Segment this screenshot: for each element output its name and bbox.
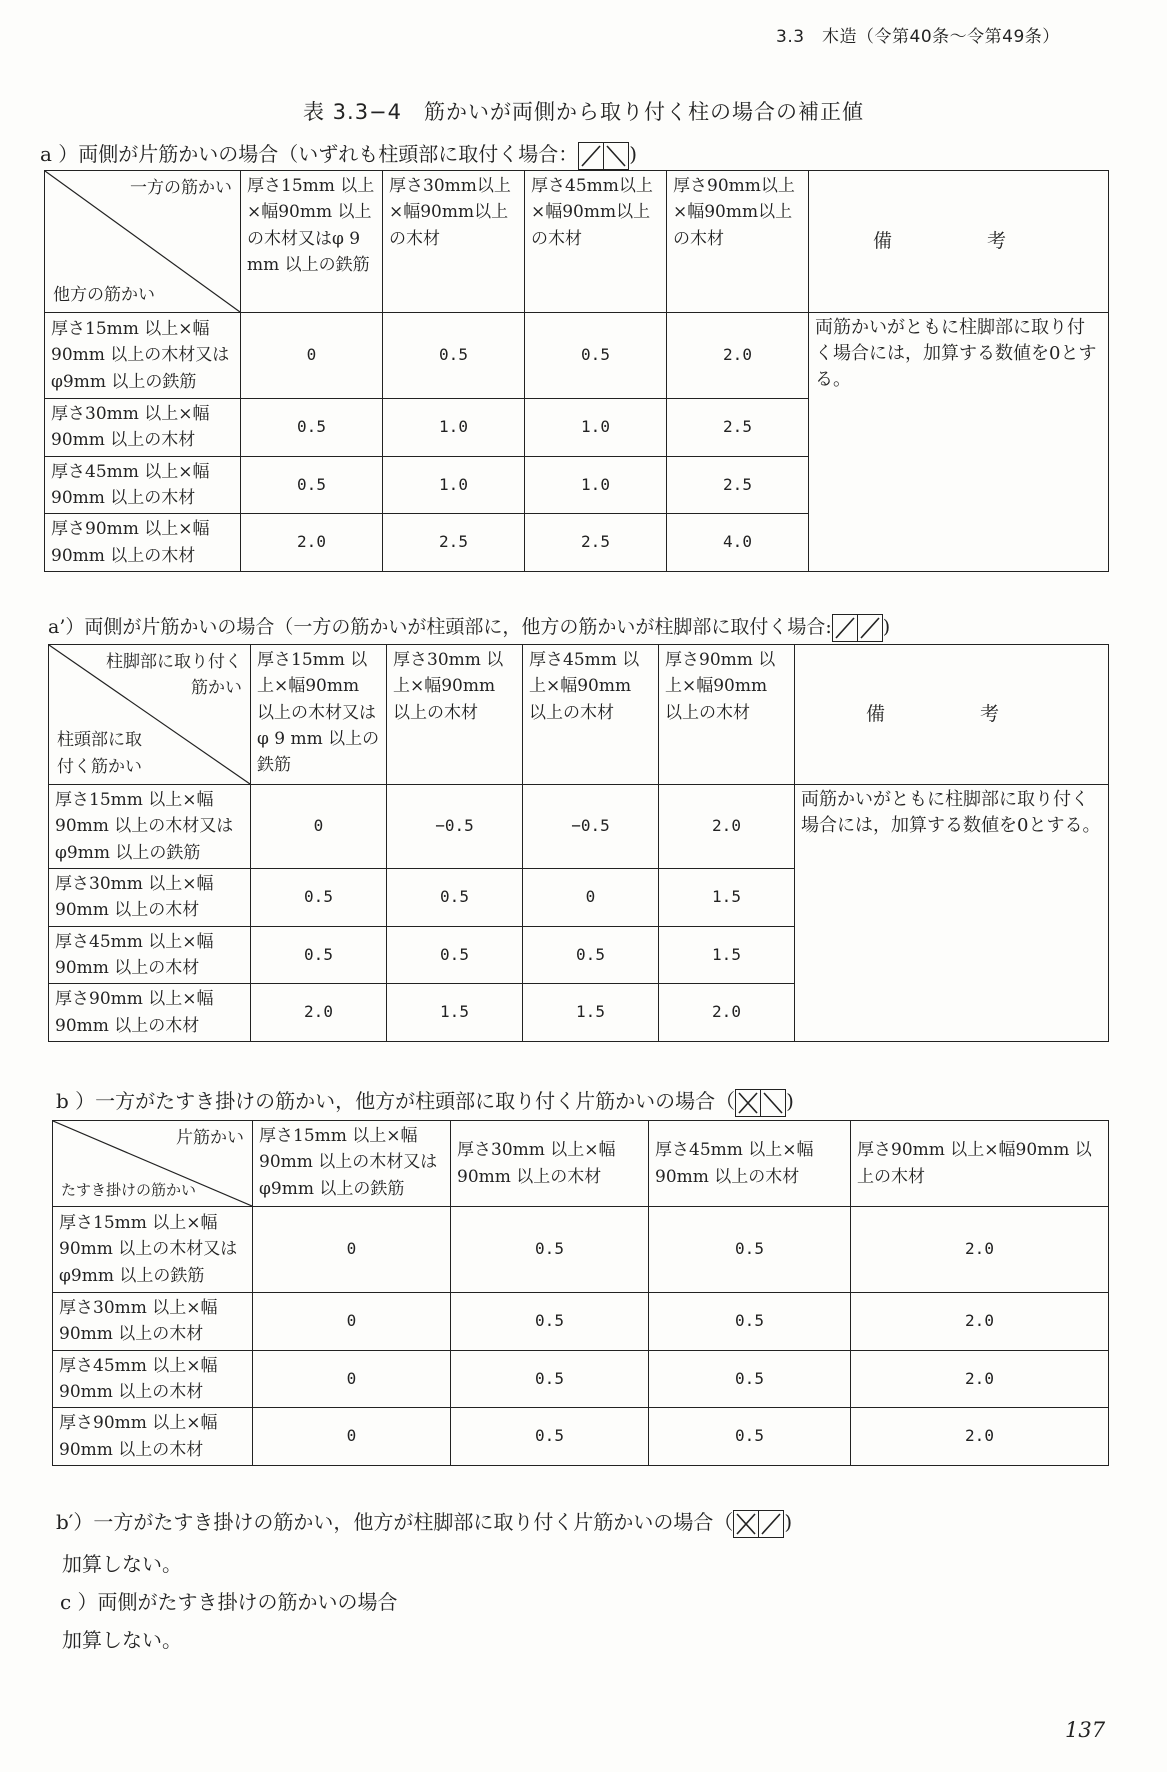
table-b-col-header: 厚さ15mm 以上×幅90mm 以上の木材又はφ9mm 以上の鉄筋 xyxy=(253,1121,451,1207)
table-b-col-header: 厚さ90mm 以上×幅90mm 以上の木材 xyxy=(851,1121,1109,1207)
table-cell: −0.5 xyxy=(387,785,523,869)
table-a-corner-top: 一方の筋かい xyxy=(130,178,232,198)
row-label: 厚さ30mm 以上×幅90mm 以上の木材 xyxy=(49,869,251,927)
table-cell: 0.5 xyxy=(251,869,387,927)
section-b2-heading xyxy=(56,1506,792,1538)
table-cell: 0.5 xyxy=(523,926,659,984)
table-cell: 1.5 xyxy=(659,926,795,984)
row-label: 厚さ90mm 以上×幅90mm 以上の木材 xyxy=(49,984,251,1042)
slash-icon xyxy=(579,143,603,169)
table-b-col-header: 厚さ30mm 以上×幅90mm 以上の木材 xyxy=(451,1121,649,1207)
row-label: 厚さ90mm 以上×幅90mm 以上の木材 xyxy=(45,514,241,572)
table-cell: 0.5 xyxy=(241,456,383,514)
backslash-icon xyxy=(760,1090,785,1116)
table-a2-corner-top: 柱脚部に取り付く筋かい xyxy=(106,652,242,699)
table-cell: 0 xyxy=(253,1350,451,1408)
table-a-corner-bottom: 他方の筋かい xyxy=(53,284,155,305)
page-number: 137 xyxy=(1065,1718,1106,1742)
cross-icon xyxy=(736,1090,760,1116)
table-cell: 0.5 xyxy=(451,1207,649,1293)
table-cell: 2.5 xyxy=(667,399,809,457)
table-cell: 0.5 xyxy=(649,1350,851,1408)
section-b2-heading-close: ) xyxy=(784,1510,793,1534)
table-cell: 2.0 xyxy=(659,984,795,1042)
table-title: 表 3.3−4 筋かいが両側から取り付く柱の場合の補正値 xyxy=(302,100,865,124)
table-cell: −0.5 xyxy=(523,785,659,869)
section-a2-heading xyxy=(48,612,890,642)
section-a2-glyph xyxy=(832,614,883,642)
table-a-corner-header xyxy=(45,171,241,313)
table-cell: 2.0 xyxy=(241,514,383,572)
table-a2-col-header: 厚さ30mm 以上×幅90mm 以上の木材 xyxy=(387,645,523,785)
slash-icon xyxy=(758,1511,783,1537)
table-cell: 0.5 xyxy=(241,399,383,457)
table-cell: 0.5 xyxy=(383,313,525,399)
table-cell: 0 xyxy=(253,1408,451,1466)
table-cell: 0.5 xyxy=(649,1408,851,1466)
table-cell: 0.5 xyxy=(525,313,667,399)
cross-icon xyxy=(734,1511,758,1537)
table-a-col-header: 厚さ90mm以上×幅90mm以上の木材 xyxy=(667,171,809,313)
table-cell: 2.5 xyxy=(667,456,809,514)
section-c-heading: c ）両側がたすき掛けの筋かいの場合 xyxy=(60,1590,398,1614)
table-cell: 0.5 xyxy=(451,1408,649,1466)
section-b-heading-text: b ）一方がたすき掛けの筋かい，他方が柱頭部に取り付く片筋かいの場合（ xyxy=(56,1089,736,1113)
table-a2-col-header: 厚さ15mm 以上×幅90mm 以上の木材又はφ 9 mm 以上の鉄筋 xyxy=(251,645,387,785)
section-a-glyph xyxy=(578,142,629,170)
table-b-col-header: 厚さ45mm 以上×幅90mm 以上の木材 xyxy=(649,1121,851,1207)
table-cell: 1.0 xyxy=(383,399,525,457)
table-row xyxy=(45,313,1109,399)
table-cell: 0.5 xyxy=(649,1293,851,1351)
section-a-heading-text: a ）両側が片筋かいの場合（いずれも柱頭部に取付く場合： xyxy=(40,142,579,166)
row-label: 厚さ45mm 以上×幅90mm 以上の木材 xyxy=(45,456,241,514)
table-cell: 0.5 xyxy=(649,1207,851,1293)
table-a-remarks-header: 備 考 xyxy=(809,171,1109,313)
table-cell: 1.0 xyxy=(383,456,525,514)
table-cell: 2.0 xyxy=(667,313,809,399)
table-row xyxy=(53,1207,1109,1293)
table-b-corner-header xyxy=(53,1121,253,1207)
table-cell: 0 xyxy=(253,1293,451,1351)
table-cell: 2.5 xyxy=(525,514,667,572)
table-cell: 1.5 xyxy=(387,984,523,1042)
row-label: 厚さ30mm 以上×幅90mm 以上の木材 xyxy=(45,399,241,457)
table-cell: 1.0 xyxy=(525,399,667,457)
table-cell: 2.0 xyxy=(851,1350,1109,1408)
table-cell: 0 xyxy=(523,869,659,927)
table-cell: 2.5 xyxy=(383,514,525,572)
section-b-heading-close: ) xyxy=(786,1089,794,1113)
table-a-remark: 両筋かいがともに柱脚部に取り付く場合には，加算する数値を0とする。 xyxy=(809,313,1109,572)
row-label: 厚さ30mm 以上×幅90mm 以上の木材 xyxy=(53,1293,253,1351)
table-row xyxy=(49,785,1109,869)
table-a2-corner-bottom: 柱頭部に取付く筋かい xyxy=(57,730,142,777)
table-a-col-header: 厚さ45mm以上×幅90mm以上の木材 xyxy=(525,171,667,313)
section-a2-heading-close: ) xyxy=(882,616,891,638)
section-b-heading xyxy=(56,1085,794,1117)
section-b2-heading-text: b′）一方がたすき掛けの筋かい，他方が柱脚部に取り付く片筋かいの場合（ xyxy=(56,1510,734,1534)
row-label: 厚さ15mm 以上×幅90mm 以上の木材又はφ9mm 以上の鉄筋 xyxy=(49,785,251,869)
slash-icon xyxy=(857,615,882,641)
backslash-icon xyxy=(603,143,628,169)
table-cell: 0.5 xyxy=(251,926,387,984)
section-a2-heading-text: a’）両側が片筋かいの場合（一方の筋かいが柱頭部に，他方の筋かいが柱脚部に取付く場合: xyxy=(48,616,832,638)
row-label: 厚さ90mm 以上×幅90mm 以上の木材 xyxy=(53,1408,253,1466)
table-a2-col-header: 厚さ45mm 以上×幅90mm 以上の木材 xyxy=(523,645,659,785)
table-b xyxy=(52,1120,1109,1466)
section-c-note: 加算しない。 xyxy=(62,1628,182,1652)
table-cell: 0 xyxy=(253,1207,451,1293)
table-a2-corner-header xyxy=(49,645,251,785)
table-cell: 0.5 xyxy=(451,1293,649,1351)
row-label: 厚さ15mm 以上×幅90mm 以上の木材又はφ9mm 以上の鉄筋 xyxy=(53,1207,253,1293)
table-cell: 0.5 xyxy=(387,869,523,927)
row-label: 厚さ45mm 以上×幅90mm 以上の木材 xyxy=(53,1350,253,1408)
section-a-heading-close: ) xyxy=(629,142,638,166)
table-row xyxy=(53,1293,1109,1351)
table-a2-remarks-header: 備 考 xyxy=(795,645,1109,785)
table-a-col-header: 厚さ30mm以上×幅90mm以上の木材 xyxy=(383,171,525,313)
table-a xyxy=(44,170,1109,572)
section-b2-note: 加算しない。 xyxy=(62,1552,182,1576)
table-row xyxy=(53,1350,1109,1408)
running-head: 3.3 木造（令第40条～令第49条） xyxy=(776,27,1060,47)
table-a2-col-header: 厚さ90mm 以上×幅90mm 以上の木材 xyxy=(659,645,795,785)
table-b-corner-top: 片筋かい xyxy=(176,1128,244,1148)
section-a-heading xyxy=(40,138,637,170)
table-cell: 0.5 xyxy=(387,926,523,984)
table-row xyxy=(53,1408,1109,1466)
table-cell: 0.5 xyxy=(451,1350,649,1408)
section-b2-glyph xyxy=(733,1510,784,1538)
row-label: 厚さ15mm 以上×幅90mm 以上の木材又はφ9mm 以上の鉄筋 xyxy=(45,313,241,399)
table-cell: 0 xyxy=(241,313,383,399)
row-label: 厚さ45mm 以上×幅90mm 以上の木材 xyxy=(49,926,251,984)
table-cell: 2.0 xyxy=(659,785,795,869)
table-a2 xyxy=(48,644,1109,1042)
table-cell: 4.0 xyxy=(667,514,809,572)
table-cell: 1.0 xyxy=(525,456,667,514)
section-b-glyph xyxy=(735,1089,786,1117)
table-a-col-header: 厚さ15mm 以上×幅90mm 以上の木材又はφ 9 mm 以上の鉄筋 xyxy=(241,171,383,313)
table-cell: 2.0 xyxy=(851,1408,1109,1466)
slash-icon xyxy=(833,615,857,641)
table-a2-remark: 両筋かいがともに柱脚部に取り付く場合には，加算する数値を0とする。 xyxy=(795,785,1109,1042)
table-cell: 1.5 xyxy=(523,984,659,1042)
table-cell: 0 xyxy=(251,785,387,869)
table-cell: 2.0 xyxy=(851,1207,1109,1293)
table-b-corner-bottom: たすき掛けの筋かい xyxy=(61,1180,197,1199)
table-cell: 2.0 xyxy=(251,984,387,1042)
table-cell: 1.5 xyxy=(659,869,795,927)
table-cell: 2.0 xyxy=(851,1293,1109,1351)
